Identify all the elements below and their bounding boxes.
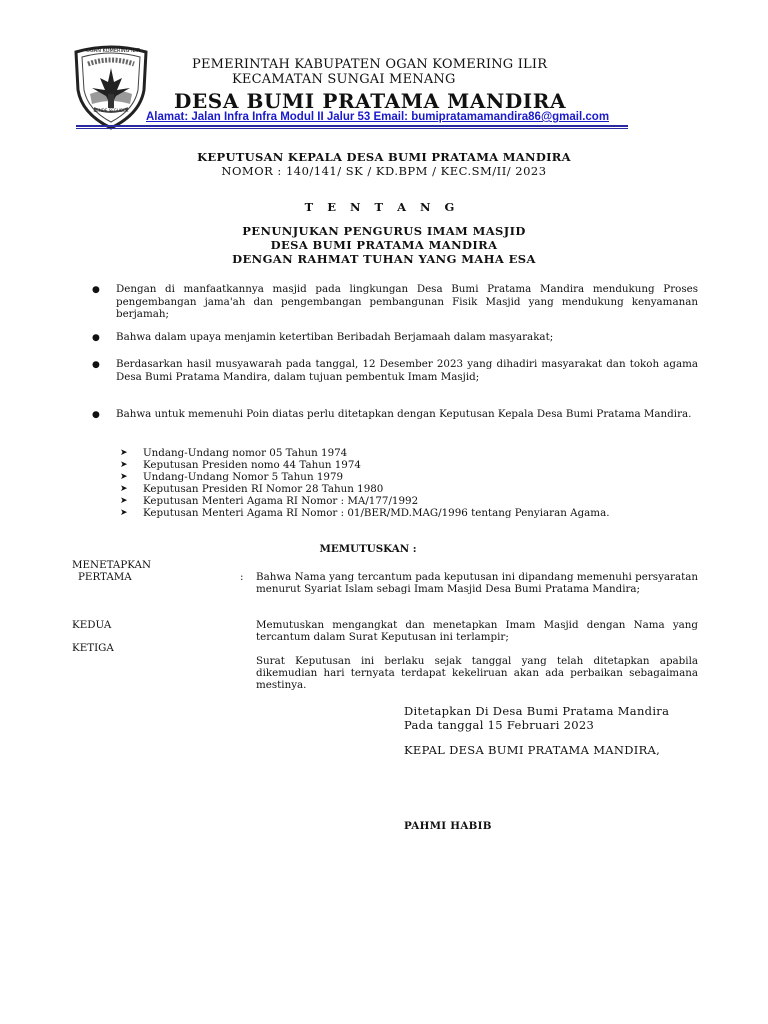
decision-label-pertama: PERTAMA: [78, 571, 132, 583]
memutuskan-heading: MEMUTUSKAN :: [319, 543, 417, 555]
signature-position: KEPAL DESA BUMI PRATAMA MANDIRA,: [404, 743, 661, 757]
consideration-item: Bahwa dalam upaya menjamin ketertiban Beribadah Berjamaah dalam masyarakat;: [116, 331, 554, 343]
reference-item: Keputusan Presiden RI Nomor 28 Tahun 1980: [143, 483, 384, 495]
letterhead-village: DESA BUMI PRATAMA MANDIRA: [174, 89, 567, 113]
reference-item: Keputusan Menteri Agama RI Nomor : 01/BER/MD.MAG/1996 tentang Penyiaran Agama.: [143, 507, 610, 519]
consideration-item: Bahwa untuk memenuhi Poin diatas perlu ditetapkan dengan Keputusan Kepala Desa Bumi Pratama Mandira.: [116, 408, 692, 420]
letterhead-district: KECAMATAN SUNGAI MENANG: [232, 72, 456, 87]
arrow-bullet-icon: ➤: [120, 508, 128, 518]
decision-label-ketiga: KETIGA: [72, 642, 114, 654]
logo-motto: BENDE SEGUGUK: [93, 108, 129, 113]
bullet-icon: ●: [92, 410, 100, 420]
letterhead-address: Alamat: Jalan Infra Infra Modul II Jalur 53 Email: bumipratamamandira86@gmail.com: [146, 111, 610, 123]
letterhead-divider: [76, 125, 628, 127]
decree-tentang: T E N T A N G: [304, 200, 460, 214]
reference-item: Undang-Undang nomor 05 Tahun 1974: [143, 447, 348, 459]
decree-subject-line: DENGAN RAHMAT TUHAN YANG MAHA ESA: [232, 252, 536, 266]
decree-title: KEPUTUSAN KEPALA DESA BUMI PRATAMA MANDIRA: [197, 150, 571, 164]
decision-text-ketiga: Surat Keputusan ini berlaku sejak tanggal yang telah ditetapkan apabila dikemudian hari ternyata terdapat kekeliruan akan ada perbaikan sebagaimana mestinya.: [256, 655, 698, 692]
decision-label-kedua: KEDUA: [72, 619, 112, 631]
letterhead-divider-thin: [76, 128, 628, 129]
reference-item: Keputusan Presiden nomo 44 Tahun 1974: [143, 459, 361, 471]
bullet-icon: ●: [92, 360, 100, 370]
decision-text-kedua: Memutuskan mengangkat dan menetapkan Imam Masjid dengan Nama yang tercantum dalam Surat Keputusan ini terlampir;: [256, 619, 698, 644]
decree-subject-line: DESA BUMI PRATAMA MANDIRA: [270, 238, 498, 252]
arrow-bullet-icon: ➤: [120, 484, 128, 494]
shield-emblem-icon: [70, 42, 152, 130]
signature-place: Ditetapkan Di Desa Bumi Pratama Mandira: [404, 704, 670, 718]
letterhead-regency: PEMERINTAH KABUPATEN OGAN KOMERING ILIR: [192, 57, 548, 72]
decision-colon: :: [240, 571, 244, 583]
decision-text-pertama: Bahwa Nama yang tercantum pada keputusan ini dipandang memenuhi persyaratan menurut Syariat Islam sebagi Imam Masjid Desa Bumi Pratama Mandira;: [256, 571, 698, 596]
signature-name: PAHMI HABIB: [404, 820, 492, 832]
logo-text: OGAN KOMERING ILIR: [86, 48, 141, 54]
arrow-bullet-icon: ➤: [120, 448, 128, 458]
arrow-bullet-icon: ➤: [120, 496, 128, 506]
bullet-icon: ●: [92, 285, 100, 295]
consideration-item: Dengan di manfaatkannya masjid pada lingkungan Desa Bumi Pratama Mandira mendukung Proses pengembangan jama'ah dan pengembangan pembangunan Fisik Masjid yang mendukung kenyamanan berjamah;: [116, 283, 698, 320]
arrow-bullet-icon: ➤: [120, 472, 128, 482]
signature-date: Pada tanggal 15 Februari 2023: [404, 718, 595, 732]
decree-subject-line: PENUNJUKAN PENGURUS IMAM MASJID: [242, 224, 526, 238]
decree-number: NOMOR : 140/141/ SK / KD.BPM / KEC.SM/II/ 2023: [221, 164, 547, 178]
menetapkan-label: MENETAPKAN: [72, 559, 151, 571]
reference-item: Undang-Undang Nomor 5 Tahun 1979: [143, 471, 344, 483]
village-logo: [70, 42, 152, 130]
arrow-bullet-icon: ➤: [120, 460, 128, 470]
reference-item: Keputusan Menteri Agama RI Nomor : MA/177/1992: [143, 495, 419, 507]
consideration-item: Berdasarkan hasil musyawarah pada tanggal, 12 Desember 2023 yang dihadiri masyarakat dan tokoh agama Desa Bumi Pratama Mandira, dalam tujuan pembentuk Imam Masjid;: [116, 358, 698, 383]
bullet-icon: ●: [92, 333, 100, 343]
